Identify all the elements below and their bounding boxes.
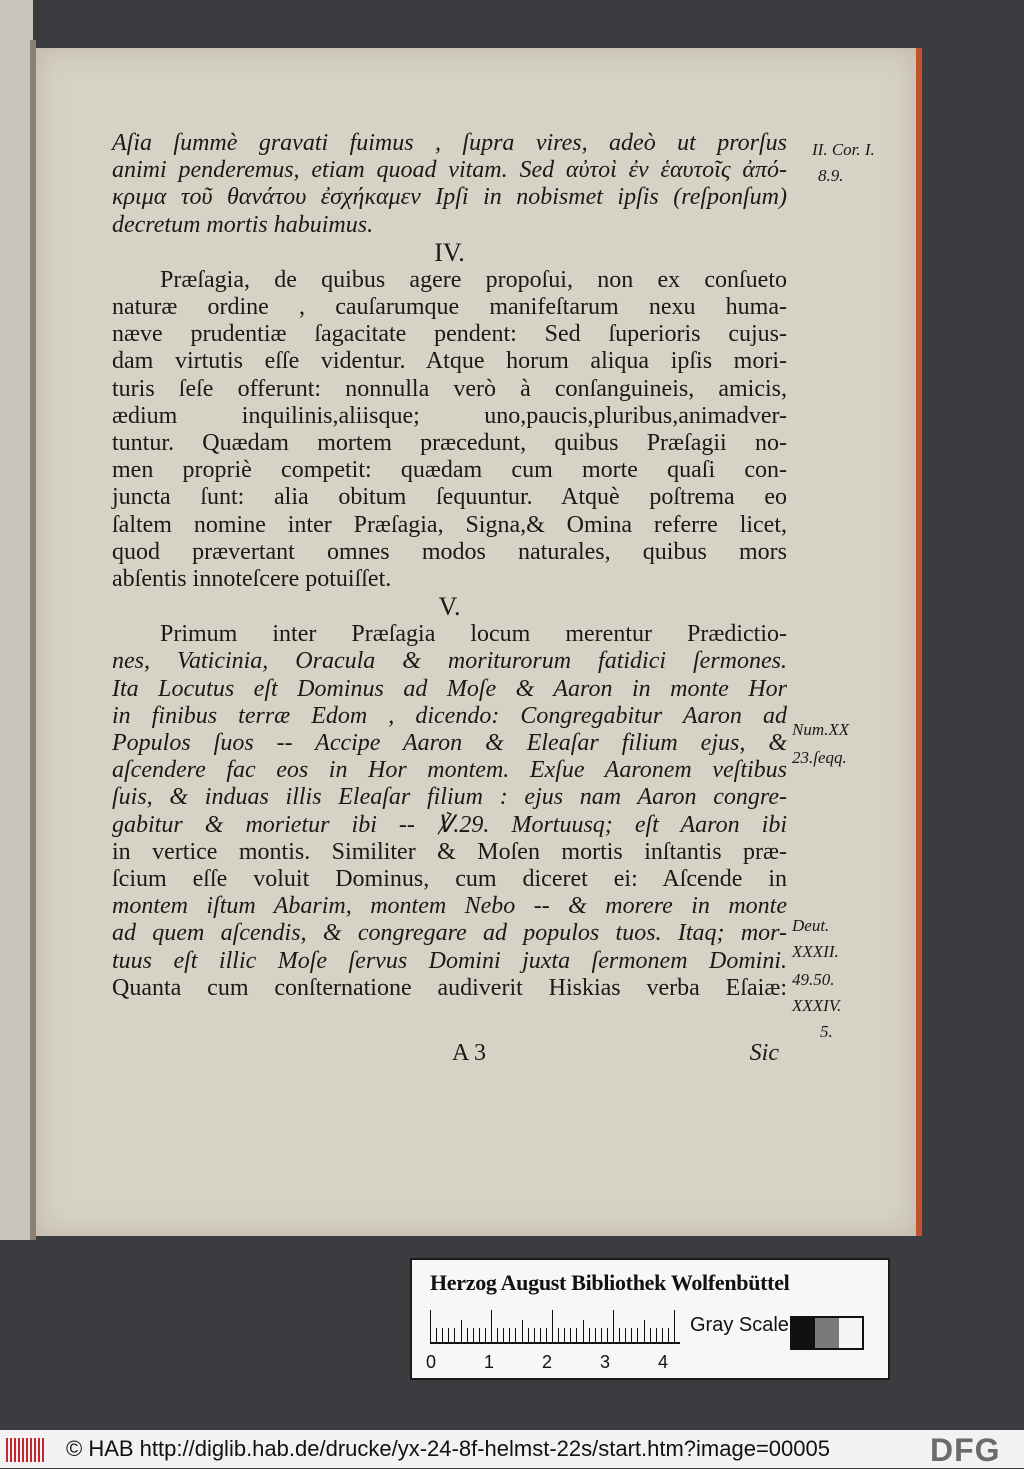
margin-note: II. Cor. I. (812, 140, 875, 159)
text-line: in finibus terræ Edom , dicendo: Congregabitur Aaron ad (112, 702, 787, 729)
text-line: ſcium eſſe voluit Dominus, cum diceret ei: Aſcende in (112, 866, 787, 893)
text-line: animi penderemus, etiam quoad vitam. Sed αὐτοὶ ἐν ἑαυτοῖς ἀπό- (112, 157, 787, 184)
section-heading: IV. (434, 237, 465, 267)
ruler-tick (674, 1310, 675, 1342)
ruler-tick (558, 1328, 559, 1342)
ruler-tick (479, 1328, 480, 1342)
ruler-tick (644, 1320, 645, 1342)
library-name: Herzog August Bibliothek Wolfenbüttel (430, 1270, 790, 1295)
barcode-icon (6, 1438, 46, 1462)
page-footer (112, 1040, 787, 1070)
text-line: Primum inter Præſagia locum merentur Prædictio- (160, 621, 787, 648)
ruler-tick (546, 1328, 547, 1342)
ruler-number: 4 (658, 1352, 669, 1372)
ruler-number: 1 (484, 1352, 495, 1372)
text-line: Populos ſuos -- Accipe Aaron & Eleaſar filium ejus, & (112, 730, 787, 757)
ruler-tick (515, 1328, 516, 1342)
ruler-tick (485, 1328, 486, 1342)
margin-note: 23.ſeqq. (792, 748, 847, 767)
text-line: juncta ſunt: alia obitum ſequuntur. Atquè poſtrema eo (112, 484, 787, 511)
ruler-tick (491, 1310, 492, 1342)
dfg-logo: DFG (930, 1432, 1001, 1468)
signature-mark: A 3 (452, 1040, 487, 1066)
ruler-tick (595, 1328, 596, 1342)
scale-ruler (430, 1308, 680, 1344)
ruler-tick (528, 1328, 529, 1342)
margin-note: XXXII. (792, 942, 839, 961)
text-line: ſuis, & induas illis Eleaſar filium : ejus nam Aaron congre- (112, 784, 787, 811)
ruler-tick (430, 1310, 431, 1342)
ruler-number: 0 (426, 1352, 437, 1372)
margin-note: Num.XX (792, 720, 850, 739)
ruler-tick (436, 1328, 437, 1342)
ruler-tick (540, 1328, 541, 1342)
page-edge (916, 48, 922, 1236)
ruler-tick (473, 1328, 474, 1342)
page-text (112, 130, 787, 1002)
swatch-black (792, 1318, 815, 1348)
text-line: men propriè competit: quædam cum morte quaſi con- (112, 457, 787, 484)
ruler-tick (637, 1328, 638, 1342)
ruler-tick (601, 1328, 602, 1342)
ruler-tick (497, 1328, 498, 1342)
text-line: ædium inquilinis,aliisque; uno,paucis,pluribus,animadver- (112, 402, 787, 429)
ruler-tick (467, 1328, 468, 1342)
margin-note: Deut. (792, 916, 830, 935)
ruler-tick (613, 1310, 614, 1342)
library-color-card (410, 1258, 890, 1380)
ruler-tick (448, 1328, 449, 1342)
catchword: Sic (749, 1040, 779, 1066)
ruler-tick (583, 1320, 584, 1342)
text-line: Aſia ſummè gravati fuimus , ſupra vires, adeò ut prorſus (112, 130, 787, 156)
text-line: tuus eſt illic Moſe ſervus Domini juxta ſermonem Domini. (112, 947, 787, 974)
text-line: tuntur. Quædam mortem præcedunt, quibus Præſagii no- (112, 430, 787, 457)
ruler-tick (442, 1328, 443, 1342)
text-line: decretum mortis habuimus. (112, 211, 374, 238)
ruler-tick (552, 1310, 553, 1342)
gray-scale-label: Gray Scale (690, 1314, 789, 1336)
ruler-tick (503, 1328, 504, 1342)
swatch-gray (815, 1318, 838, 1348)
text-line: dam virtutis eſſe videntur. Atque horum aliqua ipſis mori- (112, 348, 787, 375)
text-line: nes, Vaticinia, Oracula & moriturorum fatidici ſermones. (112, 648, 787, 675)
margin-note: 5. (820, 1022, 833, 1041)
ruler-tick (461, 1320, 462, 1342)
text-line: quod prævertant omnes modos naturales, quibus mors (112, 538, 787, 565)
ruler-tick (625, 1328, 626, 1342)
ruler-tick (662, 1328, 663, 1342)
text-line: Quanta cum conſternatione audiverit Hiskias verba Eſaiæ: (112, 974, 787, 1001)
text-line: abſentis innoteſcere potuiſſet. (112, 566, 392, 593)
text-line: montem iſtum Abarim, montem Nebo -- & morere in monte (112, 893, 787, 920)
text-line: ſaltem nomine inter Præſagia, Signa,& Omina referre licet, (112, 511, 787, 538)
ruler-tick (576, 1328, 577, 1342)
ruler-tick (656, 1328, 657, 1342)
ruler-tick (607, 1328, 608, 1342)
margin-note: 49.50. (792, 970, 835, 989)
ruler-number: 3 (600, 1352, 611, 1372)
ruler-tick (534, 1328, 535, 1342)
margin-note: 8.9. (818, 166, 844, 185)
text-line: ad quem aſcendis, & congregare ad populos tuos. Itaq; mor- (112, 920, 787, 947)
ruler-number: 2 (542, 1352, 553, 1372)
ruler-tick (619, 1328, 620, 1342)
ruler-tick (631, 1328, 632, 1342)
ruler-tick (589, 1328, 590, 1342)
text-line: gabitur & morietur ibi -- ℣.29. Mortuusq; eſt Aaron ibi (112, 811, 787, 838)
text-line: κριμα τοῦ θανάτου ἐσχήκαμεν Ipſi in nobismet ipſis (reſponſum) (112, 184, 787, 211)
ruler-tick (522, 1320, 523, 1342)
copyright-url: © HAB http://diglib.hab.de/drucke/yx-24-8f-helmst-22s/start.htm?image=00005 (66, 1436, 830, 1461)
text-line: aſcendere fac eos in Hor montem. Exſue Aaronem veſtibus (112, 757, 787, 784)
footer-bar (0, 1430, 1024, 1468)
text-line: Ita Locutus eſt Dominus ad Moſe & Aaron in monte Hor (112, 675, 787, 702)
ruler-tick (564, 1328, 565, 1342)
margin-note: XXXIV. (792, 996, 842, 1015)
text-line: naturæ ordine , cauſarumque manifeſtarum nexu huma- (112, 294, 787, 321)
ruler-tick (650, 1328, 651, 1342)
section-heading: V. (438, 592, 461, 622)
ruler-tick (668, 1328, 669, 1342)
gray-scale-swatch (790, 1316, 864, 1350)
adjacent-page (0, 0, 33, 1240)
swatch-white (839, 1318, 862, 1348)
ruler-tick (570, 1328, 571, 1342)
text-line: Præſagia, de quibus agere propoſui, non ex conſueto (160, 266, 787, 293)
text-line: in vertice montis. Similiter & Moſen mortis inſtantis præ- (112, 838, 787, 865)
ruler-tick (454, 1328, 455, 1342)
ruler-tick (509, 1328, 510, 1342)
text-line: turis ſeſe offerunt: nonnulla verò à conſanguineis, amicis, (112, 375, 787, 402)
text-line: næve prudentiæ ſagacitate pendent: Sed ſuperioris cujus- (112, 321, 787, 348)
